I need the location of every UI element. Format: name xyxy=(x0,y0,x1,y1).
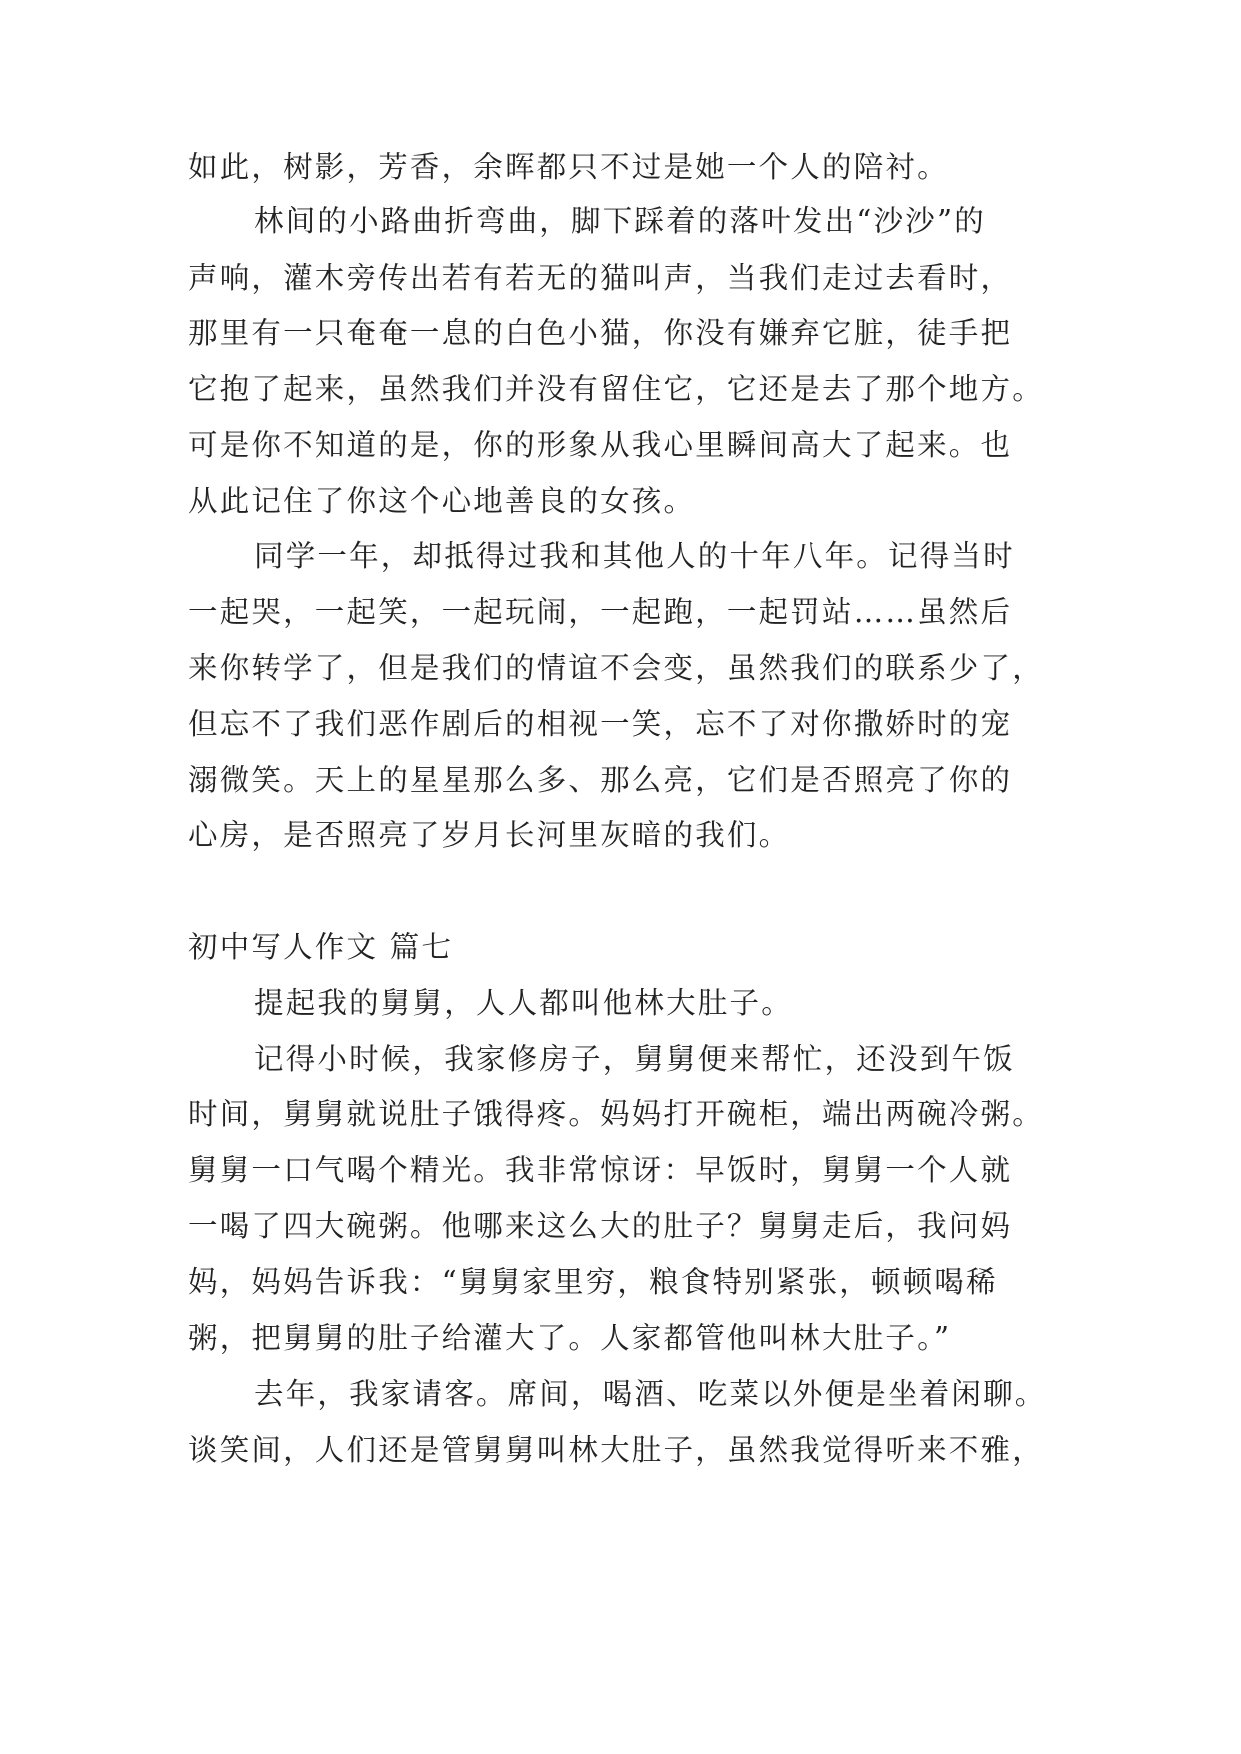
paragraph-start-line: 同学一年，却抵得过我和其他人的十年八年。记得当时 xyxy=(254,539,1015,573)
text-line: 来你转学了，但是我们的情谊不会变，虽然我们的联系少了， xyxy=(188,651,1044,685)
text-line: 从此记住了你这个心地善良的女孩。 xyxy=(188,484,696,518)
text-line: 一起哭，一起笑，一起玩闹，一起跑，一起罚站……虽然后 xyxy=(188,595,1013,629)
text-line: 时间，舅舅就说肚子饿得疼。妈妈打开碗柜，端出两碗冷粥。 xyxy=(188,1097,1044,1131)
section-heading: 初中写人作文 篇七 xyxy=(188,930,454,964)
text-line: 溺微笑。天上的星星那么多、那么亮，它们是否照亮了你的 xyxy=(188,763,1013,797)
text-line: 如此，树影，芳香，余晖都只不过是她一个人的陪衬。 xyxy=(188,150,949,184)
text-line: 舅舅一口气喝个精光。我非常惊讶：早饭时，舅舅一个人就 xyxy=(188,1153,1013,1187)
paragraph-start-line: 提起我的舅舅，人人都叫他林大肚子。 xyxy=(254,986,793,1020)
paragraph-start-line: 林间的小路曲折弯曲，脚下踩着的落叶发出“沙沙”的 xyxy=(254,204,986,238)
text-line: 一喝了四大碗粥。他哪来这么大的肚子？舅舅走后，我问妈 xyxy=(188,1209,1013,1243)
paragraph-start-line: 去年，我家请客。席间，喝酒、吃菜以外便是坐着闲聊。 xyxy=(254,1377,1047,1411)
text-line: 可是你不知道的是，你的形象从我心里瞬间高大了起来。也 xyxy=(188,428,1013,462)
text-line: 但忘不了我们恶作剧后的相视一笑，忘不了对你撒娇时的宠 xyxy=(188,707,1013,741)
text-line: 谈笑间，人们还是管舅舅叫林大肚子，虽然我觉得听来不雅， xyxy=(188,1433,1044,1467)
text-line: 那里有一只奄奄一息的白色小猫，你没有嫌弃它脏，徒手把 xyxy=(188,316,1013,350)
text-line: 粥，把舅舅的肚子给灌大了。人家都管他叫林大肚子。” xyxy=(188,1321,952,1355)
text-line: 声响，灌木旁传出若有若无的猫叫声，当我们走过去看时， xyxy=(188,261,1013,295)
paragraph-start-line: 记得小时候，我家修房子，舅舅便来帮忙，还没到午饭 xyxy=(254,1042,1015,1076)
text-line: 妈，妈妈告诉我：“舅舅家里穷，粮食特别紧张，顿顿喝稀 xyxy=(188,1265,998,1299)
text-line: 它抱了起来，虽然我们并没有留住它，它还是去了那个地方。 xyxy=(188,372,1044,406)
text-line: 心房，是否照亮了岁月长河里灰暗的我们。 xyxy=(188,818,791,852)
